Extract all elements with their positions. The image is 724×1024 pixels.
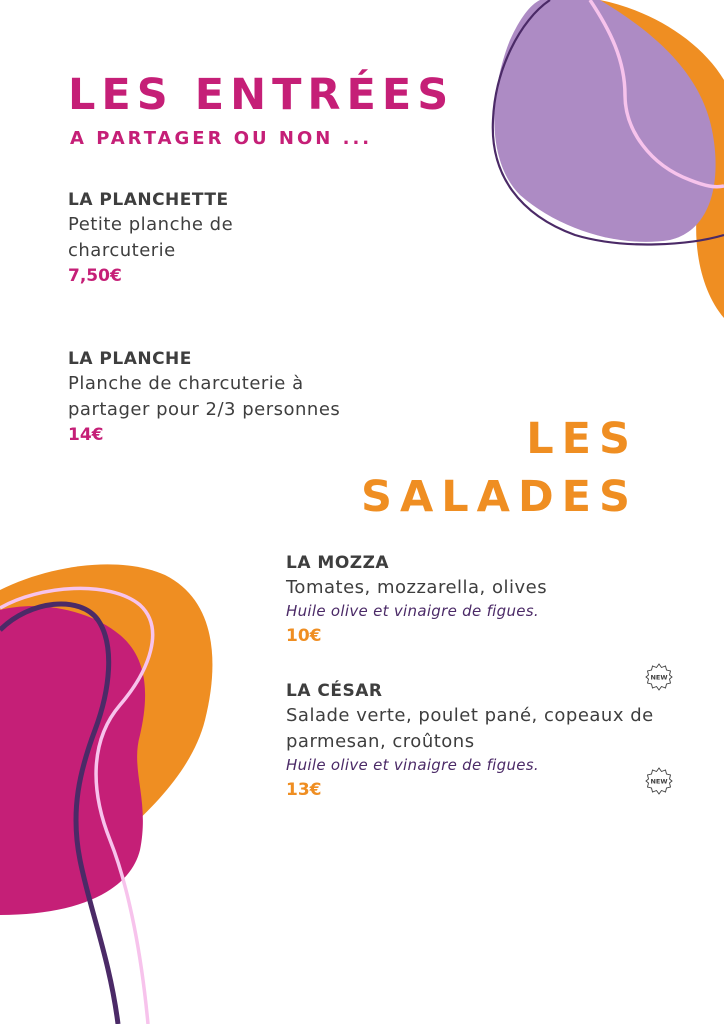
item-price: 7,50€ [68, 266, 122, 286]
item-price: 10€ [286, 626, 322, 646]
new-badge-label: NEW [650, 673, 668, 682]
item-description: Planche de charcuterie à partager pour 2/3 personnes [68, 373, 341, 420]
item-description: Petite planche de charcuterie [68, 214, 234, 261]
new-badge-label: NEW [650, 777, 668, 786]
item-note: Huile olive et vinaigre de figues. [286, 602, 539, 620]
salades-title [361, 410, 638, 526]
item-description: Salade verte, poulet pané, copeaux de parmesan, croûtons [286, 705, 654, 752]
salades-title-line2: SALADES [361, 472, 638, 522]
item-note: Huile olive et vinaigre de figues. [286, 756, 539, 774]
item-price: 13€ [286, 780, 322, 800]
item-price: 14€ [68, 425, 104, 445]
menu-item-cesar [286, 681, 666, 800]
item-description: Tomates, mozzarella, olives [286, 577, 548, 598]
item-name: LA PLANCHE [68, 349, 192, 369]
item-name: LA MOZZA [286, 553, 390, 573]
entrees-title: LES ENTRÉES [68, 70, 455, 120]
salades-title-line1: LES [526, 414, 638, 464]
menu-item-mozza [286, 553, 646, 646]
new-badge-icon [645, 767, 673, 795]
menu-item-planchette [68, 190, 308, 286]
item-name: LA PLANCHETTE [68, 190, 229, 210]
item-name: LA CÉSAR [286, 681, 383, 701]
new-badge-icon [645, 663, 673, 691]
magenta-blob-bottom-left [0, 606, 145, 915]
entrees-subtitle: A PARTAGER OU NON ... [70, 128, 373, 149]
menu-item-planche [68, 349, 358, 445]
